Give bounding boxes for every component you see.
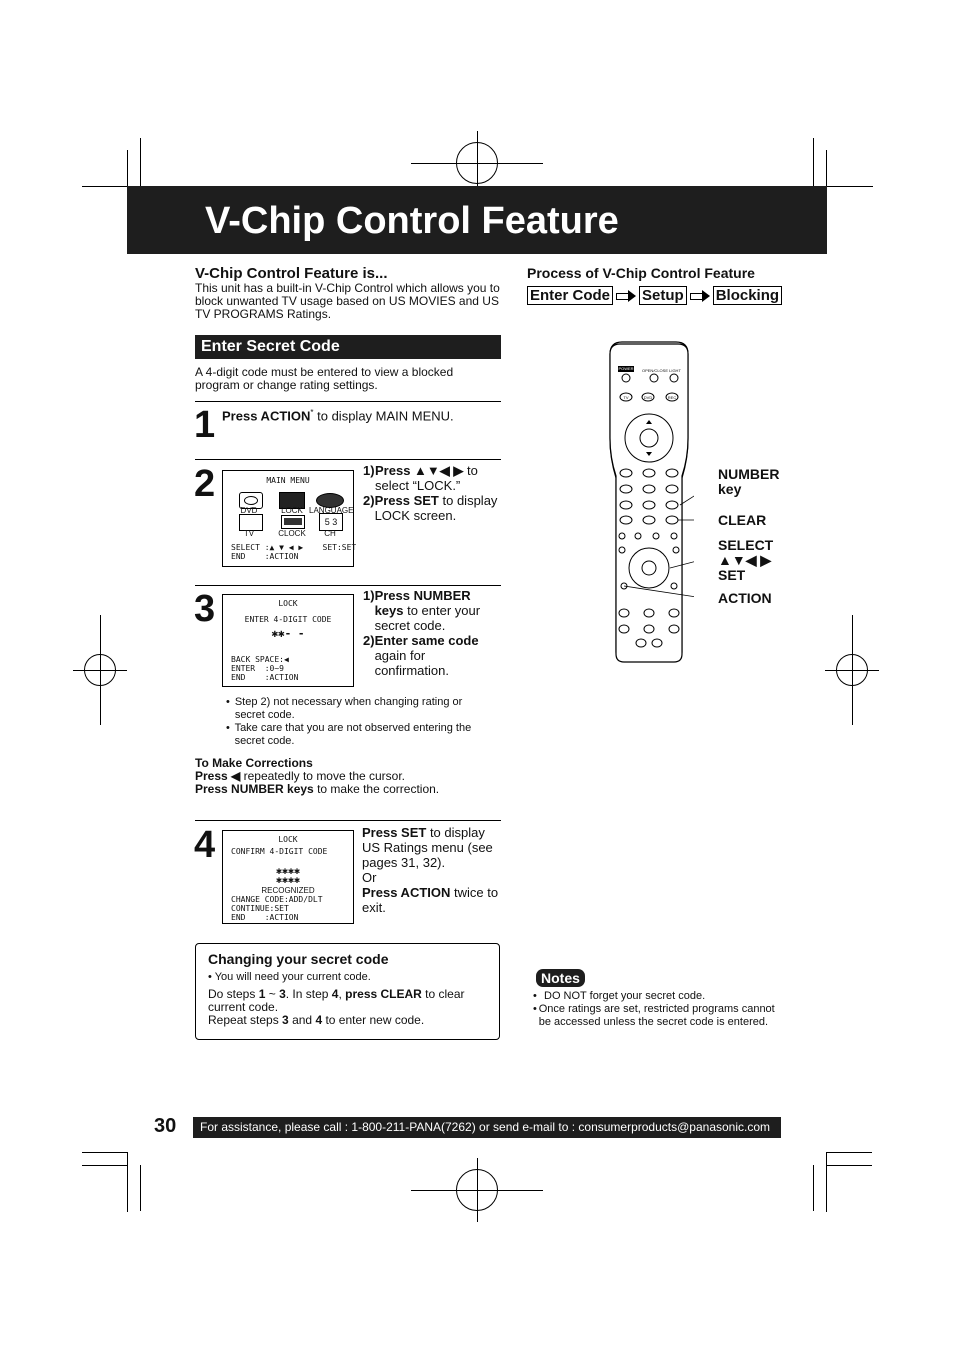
screen-line: CHANGE CODE:ADD/DLT: [231, 895, 323, 904]
icon-label: CLOCK: [278, 529, 306, 538]
screen-sub: CONFIRM 4-DIGIT CODE: [231, 847, 328, 856]
code-entry: ✱✱- -: [271, 627, 305, 640]
text: ~: [265, 987, 280, 1001]
ch-value: 5 3: [319, 513, 343, 531]
step-text: to display MAIN MENU.: [313, 408, 454, 424]
crop-mark: [826, 1165, 872, 1166]
intro-text: This unit has a built-in V-Chip Control which allows you to block unwanted TV usage based on US MOVIES and US TV PROGRAMS Ratings.: [195, 281, 500, 321]
process-heading: Process of V-Chip Control Feature: [527, 265, 755, 281]
step-bold: Press SET: [374, 493, 439, 508]
crop-mark: [826, 1152, 827, 1212]
text: 4: [315, 1013, 323, 1027]
registration-mark: [836, 654, 868, 686]
text: to clear current code.: [208, 987, 465, 1014]
notes-list: • DO NOT forget your secret code. • Once ratings are set, restricted programs cannot be accessed unless the secret code is entered.: [533, 990, 783, 1029]
step-bold: Press NUMBER keys: [374, 588, 471, 618]
power-label: POWER: [618, 366, 634, 371]
intro-heading: V-Chip Control Feature is...: [195, 265, 388, 282]
step-bold: Enter same code: [374, 633, 479, 648]
crop-mark: [826, 1152, 872, 1153]
screen-line: ENTER :0~9: [231, 664, 284, 673]
item-num: 2): [363, 493, 375, 508]
action-label: ACTION: [718, 590, 772, 606]
enter-code-heading: Enter Secret Code: [195, 335, 501, 359]
confirm-screen: [222, 830, 354, 924]
crop-mark: [82, 1165, 128, 1166]
step-4-instructions: [362, 825, 502, 915]
screen-line: RECOGNIZED: [261, 886, 315, 895]
process-flow: [527, 287, 782, 305]
step-1-instruction: [222, 405, 502, 423]
note-item: Once ratings are set, restricted programs cannot be accessed unless the secret code is entered.: [538, 1003, 775, 1028]
step-text: to display US Ratings menu (see pages 31, 32).: [362, 825, 493, 870]
item-num: 1): [363, 588, 375, 603]
changing-heading: Changing your secret code: [208, 951, 389, 967]
crop-mark: [127, 150, 128, 186]
open-label: OPEN/CLOSE: [641, 368, 668, 373]
screen-line: END :ACTION: [231, 913, 299, 922]
step-text: twice to exit.: [362, 885, 499, 915]
note-item: Step 2) not necessary when changing rating or secret code.: [234, 696, 463, 721]
screen-line: BACK SPACE:◀: [231, 655, 289, 664]
arrow-right-icon: [616, 291, 636, 301]
divider: [195, 459, 501, 460]
step-3-instructions: [363, 588, 503, 678]
page-title: V-Chip Control Feature: [205, 200, 619, 242]
screen-title: LOCK: [278, 835, 298, 844]
step-text: to enter your secret code.: [374, 603, 481, 633]
clock-icon: [281, 515, 305, 529]
text: press CLEAR: [345, 987, 422, 1001]
notes-heading: Notes: [536, 969, 585, 987]
text: to enter new code.: [322, 1013, 425, 1027]
step-text: again for confirmation.: [374, 648, 449, 678]
screen-line: END :ACTION: [231, 673, 299, 682]
step-number: 3: [194, 588, 216, 630]
tv-label: TV: [623, 395, 629, 400]
step-number: 1: [194, 404, 216, 446]
step-3-notes: • Step 2) not necessary when changing rating or secret code. • Take care that you are not observed entering the secret code.: [226, 696, 491, 748]
registration-mark: [456, 142, 498, 184]
number-key-label: NUMBER key: [718, 466, 780, 497]
crop-mark: [813, 1165, 814, 1211]
step-2-instructions: [363, 463, 503, 523]
text: 1: [258, 987, 266, 1001]
screen-line: CONTINUE:SET: [231, 904, 289, 913]
text: 4: [331, 987, 339, 1001]
remote-body-icon: [604, 342, 694, 664]
code-entry: ✱✱✱✱: [275, 875, 301, 886]
text: Repeat steps: [208, 1013, 283, 1027]
screen-sub: ENTER 4-DIGIT CODE: [244, 615, 332, 624]
changing-code-box: [195, 943, 500, 1040]
select-set-label: SELECT ▲▼◀ ▶ SET: [718, 537, 774, 583]
icon-label: LOCK: [281, 506, 303, 515]
remote-control: [604, 342, 694, 664]
step-number: 4: [194, 824, 216, 866]
item-num: 2): [363, 633, 375, 648]
registration-mark: [456, 1169, 498, 1211]
arrow-right-icon: [690, 291, 710, 301]
process-step: Blocking: [713, 286, 782, 305]
dvd-label: DVD: [643, 395, 653, 400]
screen-line: END :ACTION: [231, 552, 299, 561]
corrections-text: repeatedly to move the cursor.: [240, 769, 406, 783]
step-text: to display LOCK screen.: [374, 493, 498, 523]
corrections: [195, 757, 495, 796]
corrections-bold: Press NUMBER keys: [195, 782, 314, 796]
or-text: Or: [362, 870, 377, 885]
registration-mark: [84, 654, 116, 686]
text: Do steps: [208, 987, 259, 1001]
rec-label: REC: [667, 395, 677, 400]
step-bold: Press SET: [362, 825, 427, 840]
lock-screen: [222, 594, 354, 687]
icon-label: CH: [324, 529, 336, 538]
crop-mark: [140, 1165, 141, 1211]
note-item: Take care that you are not observed entering the secret code.: [234, 722, 472, 747]
clear-label: CLEAR: [718, 512, 767, 528]
item-num: 1): [363, 463, 375, 478]
page-number: 30: [154, 1115, 177, 1137]
divider: [195, 585, 501, 586]
screen-title: MAIN MENU: [266, 476, 310, 485]
icon-label: DVD: [240, 506, 258, 515]
corrections-heading: To Make Corrections: [195, 756, 313, 770]
text: ,: [338, 987, 346, 1001]
text: 3: [279, 987, 286, 1001]
divider: [195, 820, 501, 821]
light-label: LIGHT: [669, 368, 681, 373]
text: 3: [282, 1013, 289, 1027]
footnote-mark: *: [310, 408, 314, 417]
main-menu-screen: [222, 470, 357, 567]
code-entry: ✱✱✱✱: [275, 866, 301, 877]
corrections-text: to make the correction.: [313, 782, 440, 796]
text: . In step: [285, 987, 332, 1001]
process-step: Setup: [639, 286, 687, 305]
process-step: Enter Code: [527, 286, 613, 305]
icon-label: TV: [243, 529, 255, 538]
crop-mark: [82, 1152, 128, 1153]
changing-text: [208, 988, 488, 1027]
crop-mark: [127, 1152, 128, 1212]
changing-note: • You will need your current code.: [208, 971, 371, 983]
note-item: DO NOT forget your secret code.: [544, 990, 706, 1002]
step-number: 2: [194, 463, 216, 505]
divider: [195, 401, 501, 402]
icon-label: LANGUAGE: [309, 506, 354, 515]
step-bold: Press ▲▼◀ ▶: [375, 463, 464, 478]
corrections-bold: Press ◀: [195, 769, 241, 783]
enter-code-text: A 4-digit code must be entered to view a blocked program or change rating settings.: [195, 365, 454, 392]
screen-line: SELECT :▲ ▼ ◀ ▶ SET:SET: [231, 543, 357, 552]
footer-assistance: For assistance, please call : 1-800-211-PANA(7262) or send e-mail to : consumerproducts@panasonic.com: [193, 1117, 781, 1138]
step-bold: Press ACTION: [222, 408, 311, 424]
text: and: [288, 1013, 316, 1027]
screen-title: LOCK: [278, 599, 298, 608]
step-bold: Press ACTION: [362, 885, 451, 900]
step-text: to select “LOCK.”: [375, 463, 478, 493]
crop-mark: [826, 150, 827, 186]
